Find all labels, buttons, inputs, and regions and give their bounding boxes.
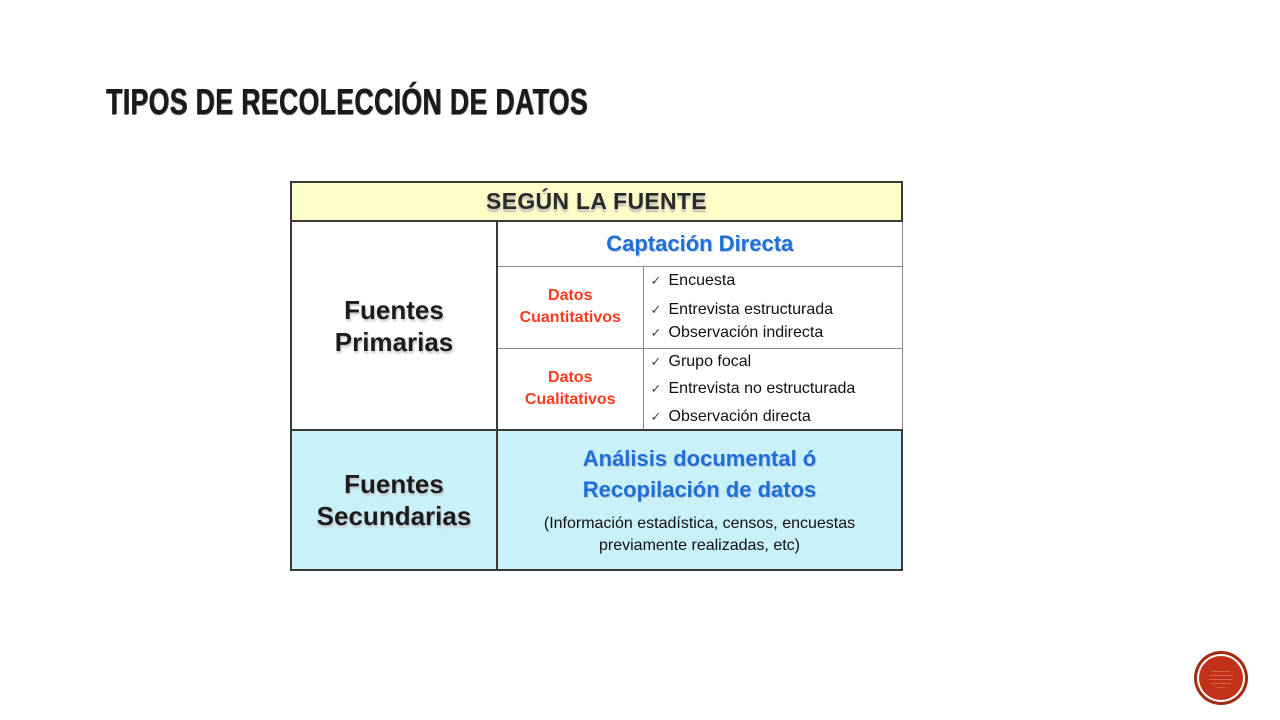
list-item-label: Grupo focal (668, 352, 752, 370)
primary-sources-line2: Primarias (334, 326, 454, 357)
secondary-sources-line2: Secundarias (316, 501, 472, 531)
qualitative-line2: Cualitativos (524, 390, 616, 408)
check-icon: ✓ (650, 272, 662, 288)
direct-capture-heading: Captación Directa (497, 221, 902, 266)
check-icon: ✓ (650, 324, 662, 340)
secondary-sources-label (291, 430, 497, 570)
qualitative-line1: Datos (548, 368, 593, 386)
document-analysis-line2: Recopilación de datos (582, 477, 817, 502)
slide-title: TIPOS DE RECOLECCIÓN DE DATOS (106, 81, 588, 122)
list-item-label: Observación indirecta (668, 323, 824, 341)
list-item-label: Entrevista estructurada (668, 300, 834, 318)
secondary-sources-line1: Fuentes (344, 469, 444, 499)
quantitative-methods-list (643, 266, 902, 348)
list-item-label: Encuesta (668, 271, 736, 289)
quantitative-line1: Datos (548, 287, 593, 304)
check-icon: ✓ (650, 353, 662, 369)
quantitative-data-label (497, 266, 643, 348)
document-analysis-heading (498, 443, 901, 505)
document-analysis-line1: Análisis documental ó (582, 446, 817, 471)
secondary-note (498, 513, 901, 557)
list-item-label: Entrevista no estructurada (668, 379, 856, 397)
check-icon: ✓ (650, 301, 662, 317)
qualitative-methods-list (643, 348, 902, 430)
list-item (651, 378, 902, 400)
data-collection-table (290, 181, 901, 569)
secondary-note-line2: previamente realizadas, etc) (599, 537, 800, 554)
list-item (651, 322, 902, 344)
table-header: SEGÚN LA FUENTE (291, 182, 902, 221)
list-item (651, 298, 902, 322)
nav-circle-icon (1209, 668, 1233, 688)
list-item-label: Observación directa (668, 407, 811, 425)
secondary-method-cell (497, 430, 902, 570)
list-item (651, 352, 902, 372)
check-icon: ✓ (650, 380, 662, 396)
qualitative-data-label (497, 348, 643, 430)
list-item (651, 270, 902, 292)
secondary-note-line1: (Información estadística, censos, encuestas (543, 515, 856, 532)
primary-sources-line1: Fuentes (344, 294, 444, 325)
quantitative-line2: Cuantitativos (519, 309, 621, 326)
primary-sources-label (291, 221, 497, 430)
list-item (651, 406, 902, 428)
check-icon: ✓ (650, 408, 662, 424)
slide-nav-button[interactable] (1197, 654, 1245, 702)
